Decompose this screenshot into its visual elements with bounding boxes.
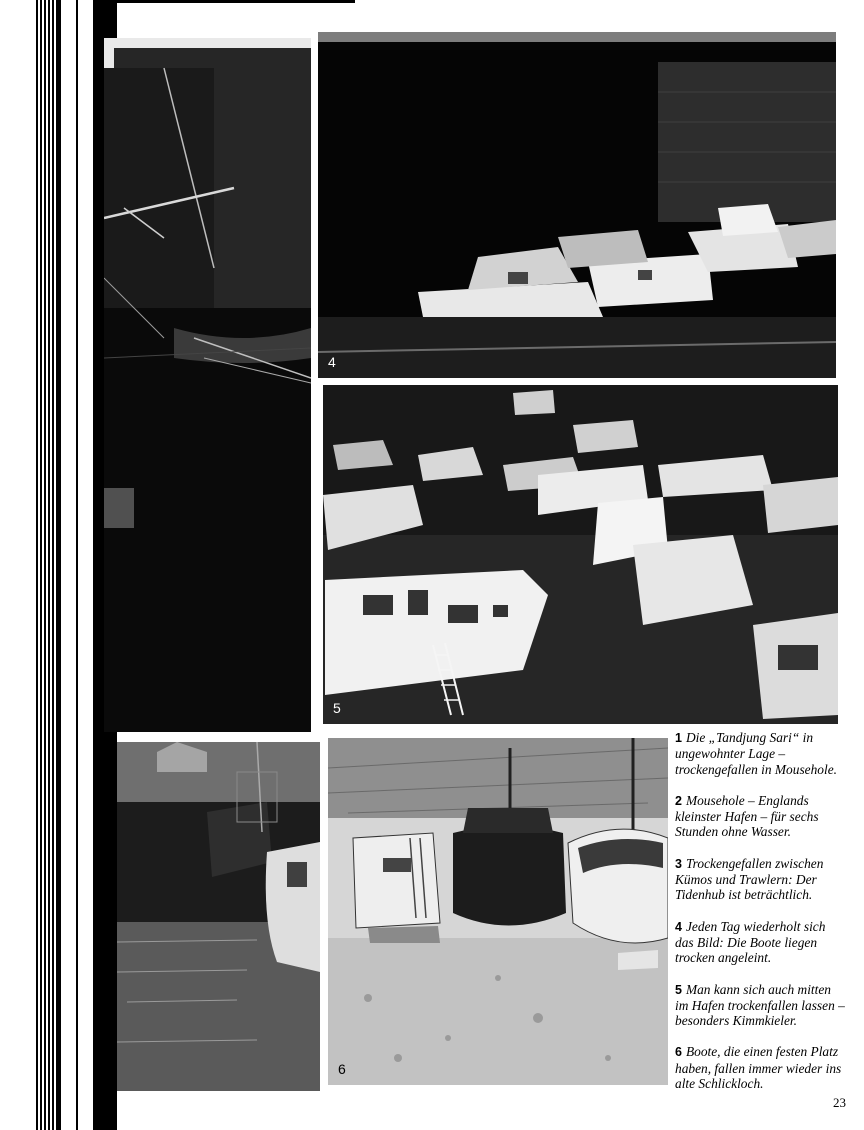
binding-line <box>76 0 78 1130</box>
caption-text: Boote, die einen festen Platz haben, fallen immer wieder ins alte Schlickloch. <box>675 1044 842 1092</box>
photo-number: 4 <box>328 354 336 370</box>
captions-column <box>675 730 847 1107</box>
binding-line <box>40 0 42 1130</box>
photo-trawlers <box>117 742 320 1091</box>
caption-text: Die „Tandjung Sari“ in ungewohnter Lage – trockengefallen in Mousehole. <box>675 730 838 777</box>
photo-boats-in-mud <box>328 738 668 1085</box>
caption-4 <box>675 919 847 966</box>
binding-line <box>52 0 54 1130</box>
caption-text: Mousehole – Englands kleinster Hafen – für sechs Stunden ohne Wasser. <box>675 792 819 840</box>
caption-1 <box>675 730 847 777</box>
binding-line <box>48 0 50 1130</box>
caption-6 <box>675 1044 847 1091</box>
caption-number: 1 <box>675 731 682 745</box>
page-number: 23 <box>833 1095 846 1110</box>
photo-boats-harbour-floor <box>323 385 838 724</box>
caption-number: 5 <box>675 982 682 997</box>
caption-text: Jeden Tag wiederholt sich das Bild: Die Boote liegen trocken angeleint. <box>675 918 826 966</box>
caption-5 <box>675 982 847 1029</box>
photo-5-image <box>323 385 838 724</box>
binding-line <box>36 0 38 1130</box>
caption-2 <box>675 793 847 840</box>
photo-harbour-wall <box>104 38 311 732</box>
photo-number: 5 <box>333 700 341 716</box>
caption-number: 4 <box>675 919 682 934</box>
caption-number: 6 <box>675 1045 682 1060</box>
binding-strip <box>0 0 120 1130</box>
photo-1-image <box>104 38 311 732</box>
binding-line <box>56 0 61 1130</box>
photo-6-image <box>328 738 668 1085</box>
caption-number: 2 <box>675 793 682 808</box>
photo-boats-under-wall <box>318 32 836 378</box>
photo-number: 6 <box>338 1061 346 1077</box>
caption-3 <box>675 856 847 903</box>
caption-text: Trockengefallen zwischen Kümos und Trawlern: Der Tidenhub ist beträchtlich. <box>675 855 824 903</box>
top-rule <box>93 0 355 3</box>
photo-4-image <box>318 32 836 378</box>
caption-number: 3 <box>675 856 682 871</box>
photo-3-image <box>117 742 320 1091</box>
caption-text: Man kann sich auch mitten im Hafen trockenfallen lassen – besonders Kimmkieler. <box>675 981 845 1029</box>
binding-line <box>44 0 46 1130</box>
